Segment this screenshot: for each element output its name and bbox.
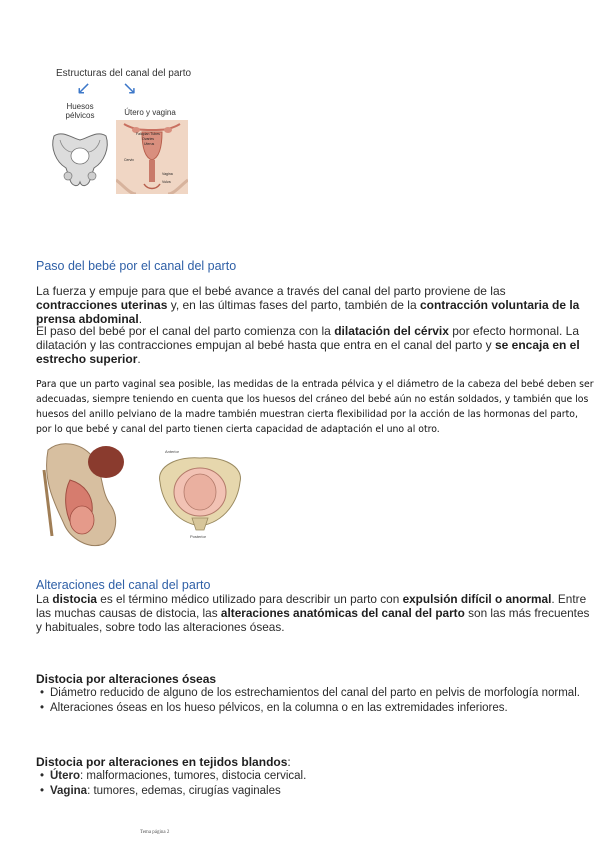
arrow-down-left-icon: ↙	[76, 78, 92, 98]
section-title-paso: Paso del bebé por el canal del parto	[36, 259, 237, 273]
paragraph-distocia: La distocia es el término médico utilizado para describir un parto con expulsión difícil o anormal. Entre las muchas causas de distocia, las alteraciones anatómicas del canal del parto son las más frecuentes y habituales, sobre todo las alteraciones óseas.	[36, 592, 590, 634]
figure2-label-posterior: Posterior	[190, 534, 207, 539]
tiny-label-tubes: Falopian Tubes	[136, 132, 160, 136]
pelvic-inlet-image	[152, 452, 248, 532]
pelvis-bones-image	[48, 122, 112, 194]
figure1-title: Estructuras del canal del parto	[56, 68, 192, 79]
list-item: • Útero: malformaciones, tumores, distocia cervical.	[36, 769, 306, 784]
tiny-label-ovaries: Ovaries	[142, 137, 155, 141]
list-item: • Diámetro reducido de alguno de los estrechamientos del canal del parto en pelvis de morfología normal.	[36, 686, 580, 701]
paragraph-parto-vaginal: Para que un parto vaginal sea posible, las medidas de la entrada pélvica y el diámetro de la cabeza del bebé deben ser adecuadas, siempre teniendo en cuenta que los huesos del cráneo del bebé aún no están soldados, y también que los huesos del anillo pelviano de la madre también muestran cierta flexibilidad por la acción de las hormonas del parto, por lo que bebé y canal del parto tienen cierta capacidad de adaptación el uno al otro.	[36, 379, 594, 435]
heading-distocia-blandos: Distocia por alteraciones en tejidos blandos:	[36, 755, 291, 769]
tiny-label-uterus: Uterus	[144, 142, 155, 146]
figure1-label-uterus: Útero y vagina	[124, 108, 176, 117]
list-item: • Alteraciones óseas en los hueso pélvicos, en la columna o en las extremidades inferiores.	[36, 701, 580, 716]
list-distocia-oseas	[36, 686, 580, 716]
tiny-label-cervix: Cervix	[124, 158, 134, 162]
paragraph-fuerza: La fuerza y empuje para que el bebé avance a través del canal del parto proviene de las contracciones uterinas y, en las últimas fases del parto, también de la contracción voluntaria de la prensa abdominal.	[36, 284, 580, 326]
paragraph-dilatacion: El paso del bebé por el canal del parto comienza con la dilatación del cérvix por efecto hormonal. La dilatación y las contracciones empujan al bebé hasta que entra en el canal del parto y se encaja en el estrecho superior.	[36, 324, 580, 366]
list-item: • Vagina: tumores, edemas, cirugías vaginales	[36, 784, 306, 799]
arrow-down-right-icon: ↘	[122, 78, 138, 98]
tiny-label-vagina: Vagina	[162, 172, 173, 176]
figure2-label-anterior: Anterior	[165, 449, 180, 454]
list-distocia-blandos	[36, 769, 306, 799]
heading-distocia-oseas: Distocia por alteraciones óseas	[36, 672, 217, 686]
tiny-label-vulva: Vulva	[162, 180, 171, 184]
section-title-alteraciones: Alteraciones del canal del parto	[36, 578, 211, 592]
baby-in-canal-image	[40, 440, 132, 550]
page-footer: Tema página 2	[140, 830, 170, 835]
uterus-vagina-image	[116, 120, 188, 194]
figure1-label-bones: Huesos pélvicos	[65, 102, 95, 120]
